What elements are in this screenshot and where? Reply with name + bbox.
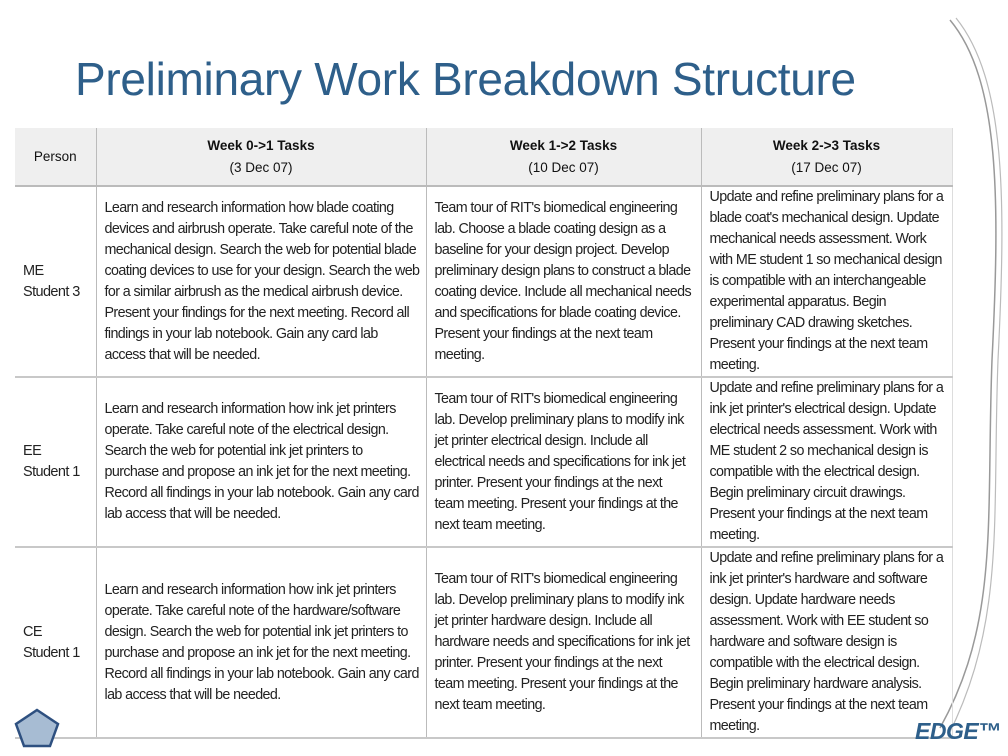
task-cell: Update and refine preliminary plans for a ink jet printer's hardware and software design. Update hardware needs assessment. Work with EE student so hardware and software design is compatible with the electrical design. Begin preliminary hardware analysis. Present your findings at the next team meeting.: [701, 547, 952, 738]
task-cell: Team tour of RIT's biomedical engineering lab. Develop preliminary plans to modify ink jet printer hardware design. Include all hardware needs and specifications for ink jet printer. Present your findings at the next team meeting. Present your findings at the next team meeting.: [426, 547, 701, 738]
slide-title: Preliminary Work Breakdown Structure: [75, 53, 856, 105]
person-cell: EE Student 1: [15, 377, 96, 547]
task-cell: Learn and research information how blade coating devices and airbrush operate. Take careful note of the mechanical design. Search the web for potential blade coating devices to use for your design. Search the web for a similar airbrush as the medical airbrush device. Present your findings for the next meeting. Record all findings in your lab notebook. Gain any card lab access that will be needed.: [96, 186, 426, 377]
header-date: (3 Dec 07): [229, 159, 293, 175]
person-cell: ME Student 3: [15, 186, 96, 377]
task-cell: Learn and research information how ink jet printers operate. Take careful note of the hardware/software design. Search the web for potential ink jet printers to purchase and propose an ink jet for the next meeting. Record all findings in your lab notebook. Gain any card lab access that will be needed.: [96, 547, 426, 738]
header-person: [15, 128, 96, 186]
header-label: Week 0->1 Tasks: [207, 137, 315, 153]
header-label: Week 2->3 Tasks: [772, 137, 881, 153]
task-cell: Update and refine preliminary plans for a ink jet printer's electrical design. Update electrical needs assessment. Work with ME student 2 so mechanical design is compatible with the electrical design. Begin preliminary circuit drawings. Present your findings at the next team meeting.: [701, 377, 952, 547]
header-week3: [701, 128, 952, 186]
table-row: [15, 377, 952, 547]
task-cell: Update and refine preliminary plans for a blade coat's mechanical design. Update mechanical needs assessment. Work with ME student 1 so mechanical design is compatible with an interchangeable experimental apparatus. Begin preliminary CAD drawing sketches. Present your findings at the next team meeting.: [701, 186, 952, 377]
header-label: Person: [33, 148, 77, 164]
table-row: [15, 186, 952, 377]
task-cell: Team tour of RIT's biomedical engineering lab. Develop preliminary plans to modify ink jet printer electrical design. Include all electrical needs and specifications for ink jet printer. Present your findings at the next team meeting. Present your findings at the next team meeting.: [426, 377, 701, 547]
header-date: (17 Dec 07): [791, 159, 862, 175]
edge-logo: EDGE™: [915, 718, 1001, 744]
header-week1: [96, 128, 426, 186]
header-week2: [426, 128, 701, 186]
table-header-row: [15, 128, 952, 186]
task-cell: Learn and research information how ink jet printers operate. Take careful note of the electrical design. Search the web for potential ink jet printers to purchase and propose an ink jet for the next meeting. Record all findings in your lab notebook. Gain any card lab access that will be needed.: [96, 377, 426, 547]
header-date: (10 Dec 07): [528, 159, 599, 175]
pentagon-icon: [14, 708, 60, 748]
task-cell: Team tour of RIT's biomedical engineering lab. Choose a blade coating design as a baseline for your design project. Develop preliminary design plans to construct a blade coating device. Include all mechanical needs and specifications for blade coating device. Present your findings at the next team meeting.: [426, 186, 701, 377]
header-label: Week 1->2 Tasks: [509, 137, 618, 153]
work-breakdown-table: [15, 128, 953, 739]
person-cell: CE Student 1: [15, 547, 96, 738]
table-row: [15, 547, 952, 738]
